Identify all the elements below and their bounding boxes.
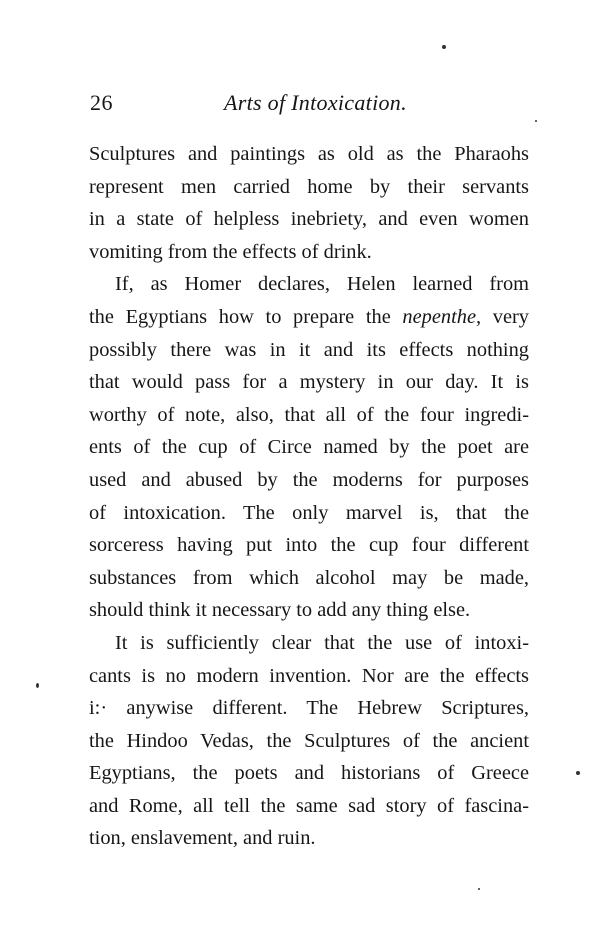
text-line	[89, 725, 529, 758]
text-line	[89, 334, 529, 367]
text-line	[89, 562, 529, 595]
scan-speck	[442, 45, 446, 49]
text-line	[89, 399, 529, 432]
text-segment: sorceress having put into the cup four different	[89, 534, 529, 557]
text-segment: It is sufficiently clear that the use of intoxi-	[115, 631, 529, 654]
text-segment: worthy of note, also, that all of the four ingredi-	[89, 403, 529, 426]
text-segment: ents of the cup of Circe named by the poet are	[89, 436, 529, 459]
text-segment: Sculptures and paintings as old as the Pharaohs	[89, 143, 529, 165]
text-line	[89, 138, 529, 171]
text-line	[89, 627, 529, 660]
text-segment: represent men carried home by their servants	[89, 175, 529, 198]
page-header	[90, 90, 530, 120]
text-line	[89, 822, 529, 855]
text-segment: the Egyptians how to prepare the	[89, 305, 403, 328]
text-line	[89, 171, 529, 204]
text-segment: vomiting from the effects of drink.	[89, 240, 372, 263]
text-line	[89, 594, 529, 627]
text-segment: in a state of helpless inebriety, and even women	[89, 208, 529, 231]
text-segment: Egyptians, the poets and historians of Greece	[89, 762, 529, 785]
text-segment: used and abused by the moderns for purposes	[89, 468, 529, 491]
text-segment: i:· anywise different. The Hebrew Scriptures,	[89, 697, 529, 720]
text-segment: the Hindoo Vedas, the Sculptures of the ancient	[89, 729, 529, 752]
text-segment: very	[481, 305, 529, 328]
body-text	[89, 138, 529, 855]
scan-speck	[576, 771, 580, 775]
text-line	[89, 301, 529, 334]
text-segment: cants is no modern invention. Nor are the effects	[89, 664, 529, 687]
text-segment: and Rome, all tell the same sad story of fascina-	[89, 794, 529, 817]
text-line	[89, 464, 529, 497]
text-line	[89, 431, 529, 464]
text-segment: If, as Homer declares, Helen learned from	[115, 273, 529, 296]
text-line	[89, 203, 529, 236]
text-segment: should think it necessary to add any thing else.	[89, 599, 471, 622]
text-line	[89, 692, 529, 725]
text-segment: tion, enslavement, and ruin.	[89, 827, 316, 850]
italic-word: nepenthe,	[402, 305, 482, 328]
text-segment: substances from which alcohol may be made,	[89, 566, 529, 589]
scan-speck	[36, 683, 39, 688]
text-segment: that would pass for a mystery in our day. It is	[89, 371, 529, 394]
text-line	[89, 268, 529, 301]
scan-speck	[478, 888, 480, 890]
text-line	[89, 660, 529, 693]
text-segment: of intoxication. The only marvel is, that the	[89, 501, 529, 524]
text-line	[89, 497, 529, 530]
text-line	[89, 757, 529, 790]
text-line	[89, 790, 529, 823]
text-line	[89, 529, 529, 562]
page-number: 26	[90, 90, 113, 115]
text-line	[89, 236, 529, 269]
text-segment: possibly there was in it and its effects nothing	[89, 338, 529, 361]
running-title: Arts of Intoxication.	[224, 90, 407, 115]
scan-speck	[535, 120, 537, 122]
text-line	[89, 366, 529, 399]
